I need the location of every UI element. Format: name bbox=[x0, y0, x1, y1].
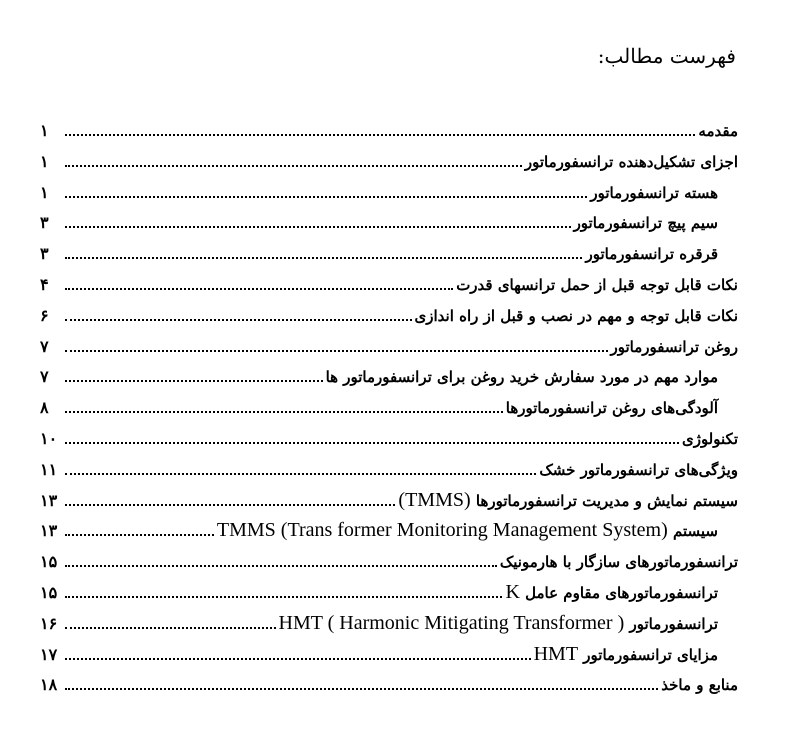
dot-leader bbox=[65, 534, 214, 536]
dot-leader bbox=[65, 473, 536, 475]
toc-entry-text: ترانسفورماتورهای سازگار با هارمونیک bbox=[499, 553, 738, 572]
toc-entry-text: آلودگی‌های روغن ترانسفورماتورها bbox=[505, 399, 718, 418]
toc-entry-label bbox=[661, 674, 738, 696]
toc-entry[interactable] bbox=[40, 268, 738, 296]
dot-leader bbox=[65, 288, 453, 290]
toc-entry-text: ترانسفورماتورهای مقاوم عامل bbox=[525, 584, 718, 602]
toc-entry-latin: (TMMS) bbox=[398, 488, 471, 511]
toc-entry-label bbox=[398, 489, 738, 512]
toc-entry-text: نکات قابل توجه قبل از حمل ترانسهای قدرت bbox=[456, 276, 738, 294]
dot-leader bbox=[65, 658, 531, 660]
toc-page-number: ١٣ bbox=[40, 521, 58, 541]
dot-leader bbox=[65, 196, 587, 198]
dot-leader bbox=[65, 319, 412, 321]
toc-page-number: ۶ bbox=[40, 305, 49, 325]
toc-page-number: ٨ bbox=[40, 398, 49, 418]
toc-entry[interactable] bbox=[40, 114, 738, 142]
toc-page-number: ١١ bbox=[40, 459, 58, 479]
toc-entry[interactable] bbox=[40, 607, 718, 635]
toc-entry[interactable] bbox=[40, 237, 718, 265]
toc-entry[interactable] bbox=[40, 330, 738, 358]
toc-entry[interactable] bbox=[40, 145, 738, 173]
toc-page-number: ١٨ bbox=[40, 675, 58, 695]
toc-entry[interactable] bbox=[40, 484, 738, 512]
toc-entry-text: منابع و ماخذ bbox=[661, 676, 738, 695]
toc-entry-latin: K bbox=[505, 581, 520, 603]
toc-entry-label bbox=[525, 151, 738, 173]
dot-leader bbox=[65, 411, 503, 413]
toc-title: فهرست مطالب: bbox=[597, 44, 736, 68]
dot-leader bbox=[65, 257, 582, 259]
toc-entry-latin: HMT bbox=[533, 642, 579, 665]
toc-entry[interactable] bbox=[40, 545, 738, 573]
toc-entry-text: نکات قابل توجه و مهم در نصب و قبل از راه اندازی bbox=[414, 306, 738, 325]
dot-leader bbox=[65, 134, 695, 136]
toc-entry[interactable] bbox=[40, 360, 718, 388]
dot-leader bbox=[65, 380, 323, 382]
toc-entry-text: قرقره ترانسفورماتور bbox=[585, 245, 718, 264]
toc-page-number: ١۵ bbox=[40, 552, 58, 572]
toc-entry-label bbox=[585, 243, 718, 265]
toc-page-number: ١۵ bbox=[40, 583, 58, 602]
toc-entry-text: ترانسفورماتور bbox=[629, 614, 718, 633]
dot-leader bbox=[65, 350, 608, 352]
toc-entry-label bbox=[534, 643, 718, 666]
toc-entry-text: تکنولوژی bbox=[681, 430, 738, 448]
toc-entry-label bbox=[456, 274, 738, 296]
toc-page-number: ٧ bbox=[40, 367, 49, 387]
toc-entry-text: اجزای تشکیل‌دهنده ترانسفورماتور bbox=[524, 152, 738, 171]
toc-page-number: ١٠ bbox=[40, 429, 58, 448]
toc-page-number: ١ bbox=[40, 151, 49, 171]
dot-leader bbox=[65, 504, 395, 506]
toc-page-number: ١۶ bbox=[40, 613, 58, 633]
toc-entry[interactable] bbox=[40, 299, 738, 327]
toc-entry-text: سیستم bbox=[673, 522, 718, 541]
toc-entry[interactable] bbox=[40, 391, 718, 419]
toc-entry[interactable] bbox=[40, 176, 718, 204]
toc-entry-label bbox=[611, 336, 739, 358]
dot-leader bbox=[65, 627, 276, 629]
dot-leader bbox=[65, 226, 571, 228]
toc-entry-latin: HMT ( Harmonic Mitigating Transformer ) bbox=[278, 611, 625, 634]
toc-page-number: ١٣ bbox=[40, 490, 58, 510]
toc-entry-label bbox=[574, 212, 718, 234]
toc-entry-label bbox=[217, 519, 718, 542]
dot-leader bbox=[65, 688, 658, 690]
toc-entry-label bbox=[500, 551, 738, 573]
toc-page-number: ١٧ bbox=[40, 644, 58, 664]
toc-page-number: ١ bbox=[40, 182, 49, 202]
toc-entry-label bbox=[698, 120, 738, 142]
dot-leader bbox=[65, 596, 502, 598]
toc-entry-label bbox=[326, 366, 718, 388]
toc-entry-label bbox=[539, 459, 738, 481]
toc-page-number: ٣ bbox=[40, 213, 49, 233]
toc-entry-text: مقدمه bbox=[698, 122, 738, 140]
toc-entry-label bbox=[590, 182, 718, 204]
toc-entry[interactable] bbox=[40, 576, 718, 604]
toc-entry[interactable] bbox=[40, 668, 738, 696]
toc-entry-text: روغن ترانسفورماتور bbox=[610, 337, 738, 356]
dot-leader bbox=[65, 565, 497, 567]
toc-entry-text: مزایای ترانسفورماتور bbox=[583, 645, 718, 664]
toc-entry-label bbox=[506, 397, 718, 419]
toc-entry[interactable] bbox=[40, 453, 738, 481]
toc-entry[interactable] bbox=[40, 638, 718, 666]
toc-entry-text: سیستم نمایش و مدیریت ترانسفورماتورها bbox=[475, 491, 738, 510]
toc-entry-label bbox=[279, 612, 718, 635]
toc-page-number: ٧ bbox=[40, 336, 49, 356]
dot-leader bbox=[65, 442, 679, 444]
toc-entry-text: سیم پیچ ترانسفورماتور bbox=[573, 214, 718, 233]
dot-leader bbox=[65, 165, 522, 167]
toc-entry-text: موارد مهم در مورد سفارش خرید روغن برای ترانسفورماتور ها bbox=[325, 368, 718, 387]
toc-entry-label bbox=[505, 581, 718, 604]
toc-entry-label bbox=[415, 305, 738, 327]
toc-entry-label bbox=[682, 428, 738, 450]
toc-entry[interactable] bbox=[40, 514, 718, 542]
toc-entry[interactable] bbox=[40, 422, 738, 450]
toc-entry-text: هسته ترانسفورماتور bbox=[590, 183, 718, 202]
toc-entry-latin: TMMS (Trans former Monitoring Management System) bbox=[216, 519, 668, 542]
toc-page-number: ١ bbox=[40, 121, 49, 140]
toc-entry-text: ویژگی‌های ترانسفورماتور خشک bbox=[539, 460, 738, 479]
toc-page-number: ۴ bbox=[40, 275, 49, 294]
toc-page-number: ٣ bbox=[40, 244, 49, 264]
toc-entry[interactable] bbox=[40, 206, 718, 234]
